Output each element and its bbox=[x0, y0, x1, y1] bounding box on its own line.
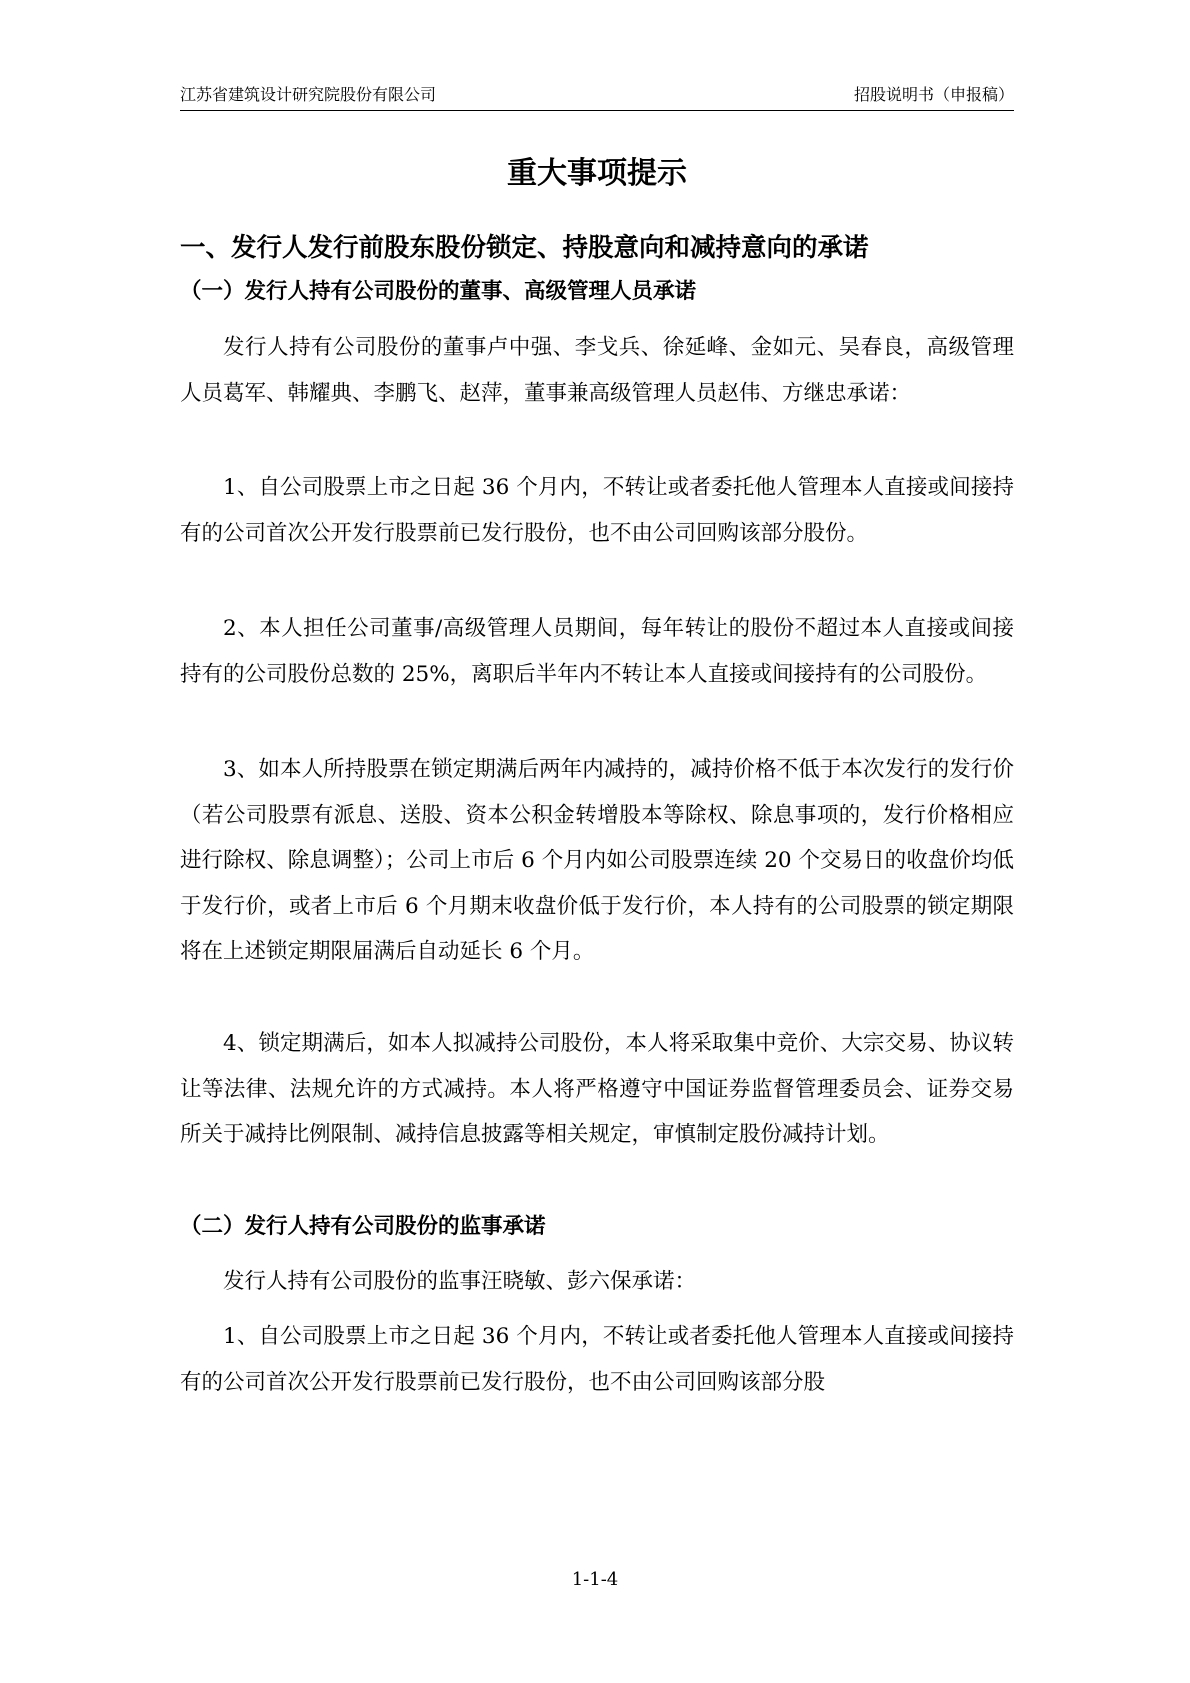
subsection-2-intro-paragraph: 发行人持有公司股份的监事汪晓敏、彭六保承诺： bbox=[223, 1269, 697, 1294]
page-header bbox=[180, 82, 1014, 111]
subsection-1-intro-paragraph: 发行人持有公司股份的董事卢中强、李戈兵、徐延峰、金如元、吴春良，高级管理人员葛军、韩耀典、李鹏飞、赵萍，董事兼高级管理人员赵伟、方继忠承诺： bbox=[180, 335, 1014, 406]
subsection-1-item-3: 3、如本人所持股票在锁定期满后两年内减持的，减持价格不低于本次发行的发行价（若公司股票有派息、送股、资本公积金转增股本等除权、除息事项的，发行价格相应进行除权、除息调整）；公司上市后 6 个月内如公司股票连续 20 个交易日的收盘价均低于发行价，或者上市后 6 个月期末收盘价低于发行价，本人持有的公司股票的锁定期限将在上述锁定期限届满后自动延长 6 个月。 bbox=[180, 757, 1014, 964]
page-title: 重大事项提示 bbox=[507, 156, 687, 191]
header-company-name: 江苏省建筑设计研究院股份有限公司 bbox=[180, 85, 437, 104]
subsection-1-item-1: 1、自公司股票上市之日起 36 个月内，不转让或者委托他人管理本人直接或间接持有的公司首次公开发行股票前已发行股份，也不由公司回购该部分股份。 bbox=[180, 475, 1014, 546]
subsection-1-item-4: 4、锁定期满后，如本人拟减持公司股份，本人将采取集中竞价、大宗交易、协议转让等法律、法规允许的方式减持。本人将严格遵守中国证券监督管理委员会、证券交易所关于减持比例限制、减持信息披露等相关规定，审慎制定股份减持计划。 bbox=[180, 1031, 1014, 1147]
page-number: 1-1-4 bbox=[571, 1569, 619, 1590]
subsection-heading-2: （二）发行人持有公司股份的监事承诺 bbox=[180, 1214, 546, 1239]
header-document-type: 招股说明书（申报稿） bbox=[853, 85, 1014, 104]
subsection-2-item-1: 1、自公司股票上市之日起 36 个月内，不转让或者委托他人管理本人直接或间接持有的公司首次公开发行股票前已发行股份，也不由公司回购该部分股 bbox=[180, 1324, 1014, 1395]
subsection-heading-1: （一）发行人持有公司股份的董事、高级管理人员承诺 bbox=[180, 279, 697, 304]
subsection-1-item-2: 2、本人担任公司董事/高级管理人员期间，每年转让的股份不超过本人直接或间接持有的公司股份总数的 25%，离职后半年内不转让本人直接或间接持有的公司股份。 bbox=[180, 616, 1014, 687]
section-heading-1: 一、发行人发行前股东股份锁定、持股意向和减持意向的承诺 bbox=[180, 233, 869, 263]
